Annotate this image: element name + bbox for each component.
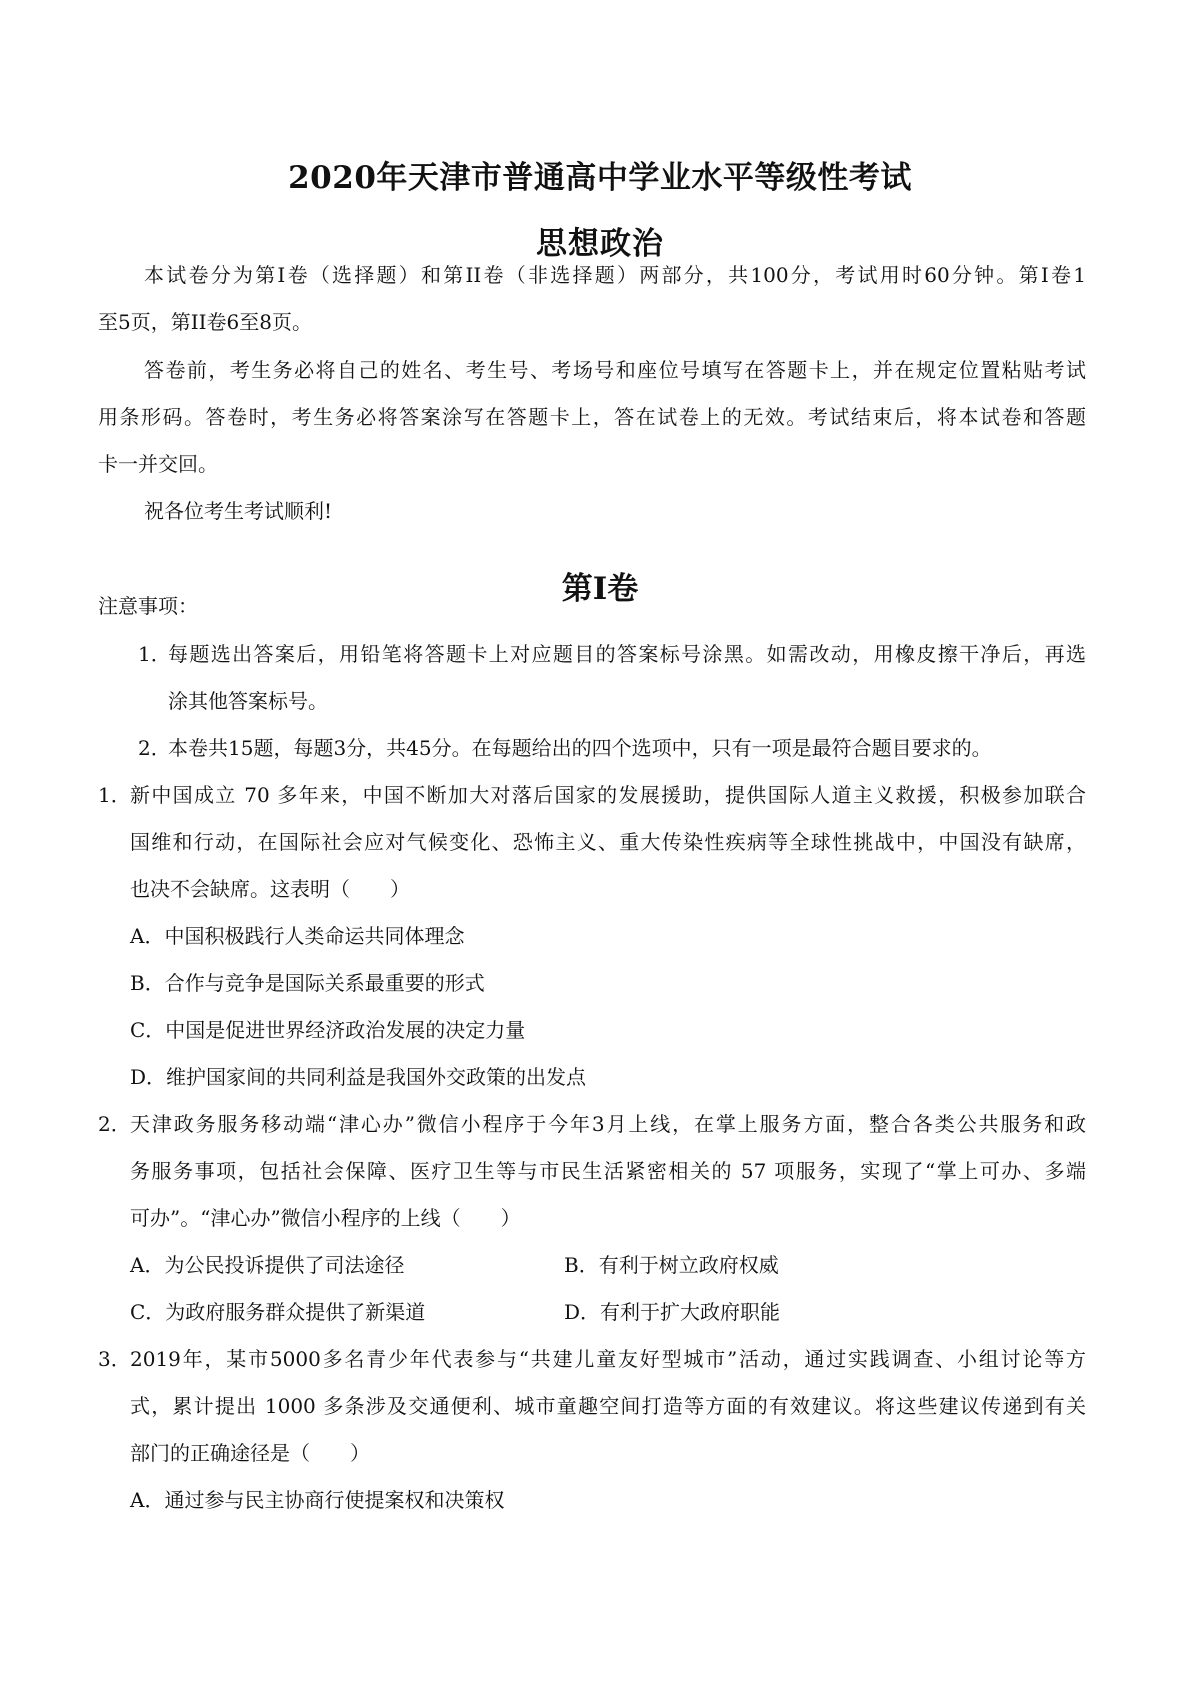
q1-option-b: B．合作与竞争是国际关系最重要的形式 <box>130 971 485 995</box>
q3-number: 3． <box>98 1347 131 1371</box>
q2-stem-line2: 务服务事项，包括社会保障、医疗卫生等与市民生活紧密相关的 57 项服务，实现了“掌上可办、多端 <box>130 1159 1086 1183</box>
q1-option-d: D．维护国家间的共同利益是我国外交政策的出发点 <box>130 1065 587 1089</box>
intro-p1-line1: 本试卷分为第I卷（选择题）和第II卷（非选择题）两部分，共100分，考试用时60分钟。第I卷1 <box>144 263 1086 287</box>
q1-number: 1． <box>98 783 131 807</box>
q2-option-b: B．有利于树立政府权威 <box>564 1253 779 1277</box>
intro-p2-line2: 用条形码。答卷时，考生务必将答案涂写在答题卡上，答在试卷上的无效。考试结束后，将本试卷和答题 <box>98 405 1086 429</box>
q1-option-a: A．中国积极践行人类命运共同体理念 <box>130 924 465 948</box>
note2-line1: 本卷共15题，每题3分，共45分。在每题给出的四个选项中，只有一项是最符合题目要求的。 <box>168 736 992 760</box>
q2-number: 2． <box>98 1112 131 1136</box>
notes-heading: 注意事项： <box>98 594 198 618</box>
q3-stem-line1: 2019年，某市5000多名青少年代表参与“共建儿童友好型城市”活动，通过实践调查、小组讨论等方 <box>130 1347 1086 1371</box>
q2-stem-line3: 可办”。“津心办”微信小程序的上线（ ） <box>130 1206 521 1230</box>
q2-option-d: D．有利于扩大政府职能 <box>564 1300 781 1324</box>
q1-stem-line2: 国维和行动，在国际社会应对气候变化、恐怖主义、重大传染性疾病等全球性挑战中，中国没有缺席， <box>130 830 1086 854</box>
exam-title: 2020年天津市普通高中学业水平等级性考试 <box>288 160 912 196</box>
section-title: 第I卷 <box>561 571 639 607</box>
exam-subject: 思想政治 <box>536 226 664 262</box>
q3-option-a: A．通过参与民主协商行使提案权和决策权 <box>130 1488 505 1512</box>
q3-stem-line2: 式，累计提出 1000 多条涉及交通便利、城市童趣空间打造等方面的有效建议。将这些建议传递到有关 <box>130 1394 1086 1418</box>
note1-line2: 涂其他答案标号。 <box>168 689 328 713</box>
note2-number: 2． <box>138 736 171 760</box>
q1-stem-line3: 也决不会缺席。这表明（ ） <box>130 877 410 901</box>
q1-stem-line1: 新中国成立 70 多年来，中国不断加大对落后国家的发展援助，提供国际人道主义救援，积极参加联合 <box>130 783 1086 807</box>
q2-option-c: C．为政府服务群众提供了新渠道 <box>130 1300 426 1324</box>
note1-number: 1． <box>138 642 171 666</box>
q1-option-c: C．中国是促进世界经济政治发展的决定力量 <box>130 1018 526 1042</box>
intro-p3: 祝各位考生考试顺利! <box>144 499 333 523</box>
intro-p1-line2: 至5页，第II卷6至8页。 <box>98 310 312 334</box>
intro-p2-line1: 答卷前，考生务必将自己的姓名、考生号、考场号和座位号填写在答题卡上，并在规定位置粘贴考试 <box>144 358 1086 382</box>
note1-line1: 每题选出答案后，用铅笔将答题卡上对应题目的答案标号涂黑。如需改动，用橡皮擦干净后，再选 <box>168 642 1086 666</box>
q2-stem-line1: 天津政务服务移动端“津心办”微信小程序于今年3月上线，在掌上服务方面，整合各类公共服务和政 <box>130 1112 1086 1136</box>
q2-option-a: A．为公民投诉提供了司法途径 <box>130 1253 405 1277</box>
q3-stem-line3: 部门的正确途径是（ ） <box>130 1441 370 1465</box>
intro-p2-line3: 卡一并交回。 <box>98 452 218 476</box>
